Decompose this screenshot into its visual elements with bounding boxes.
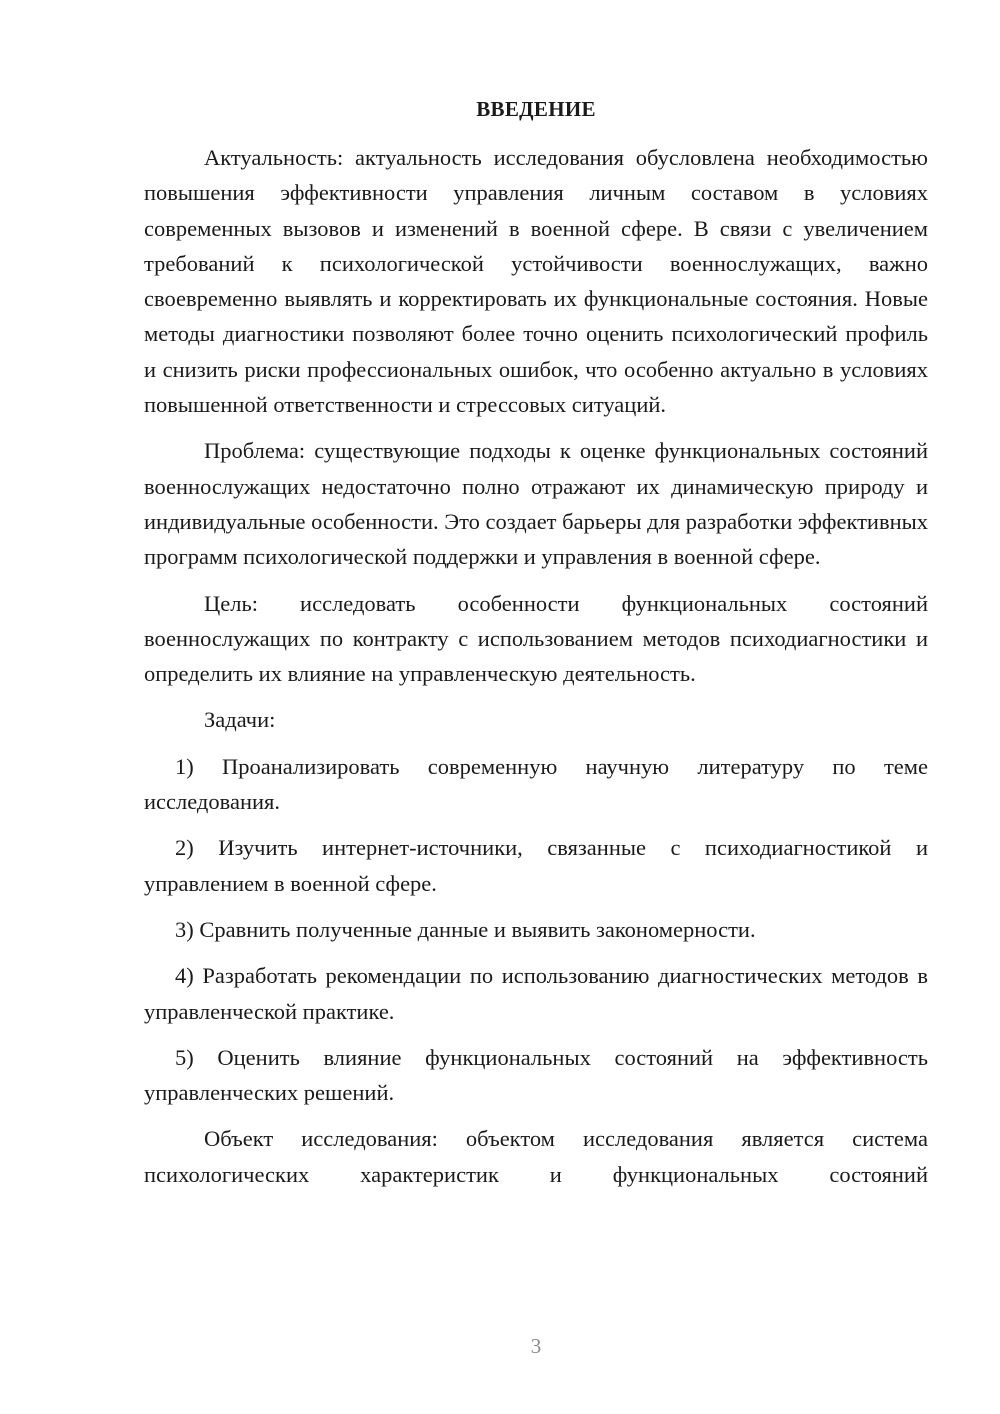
tasks-heading: Задачи: [204,707,276,733]
list-item: 3) Сравнить полученные данные и выявить закономерности. [175,916,756,942]
body-text [144,140,928,1192]
page-number: 3 [530,1334,542,1358]
paragraph-goal: Цель: исследовать особенности функциональных состояний военнослужащих по контракту с использованием методов психодиагностики и определить их влияние на управленческую деятельность. [144,590,928,687]
list-item: 4) Разработать рекомендации по использованию диагностических методов в управленческой практике. [144,963,928,1024]
page-title: ВВЕДЕНИЕ [476,97,596,121]
paragraph-relevance: Актуальность: актуальность исследования обусловлена необходимостью повышения эффективности управления личным составом в условиях современных вызовов и изменений в военной сфере. В связи с увеличением требований к психологической устойчивости военнослужащих, важно своевременно выявлять и корректировать их функциональные состояния. Новые методы диагностики позволяют более точно оценить психологический профиль и снизить риски профессиональных ошибок, что особенно актуально в условиях повышенной ответственности и стрессовых ситуаций. [144,145,928,418]
paragraph-problem: Проблема: существующие подходы к оценке функциональных состояний военнослужащих недостаточно полно отражают их динамическую природу и индивидуальные особенности. Это создает барьеры для разработки эффективных программ психологической поддержки и управления в военной сфере. [144,438,928,570]
list-item: 2) Изучить интернет-источники, связанные с психодиагностикой и управлением в военной сфере. [144,835,928,896]
list-item: 1) Проанализировать современную научную литературу по теме исследования. [144,753,928,815]
paragraph-object: Объект исследования: объектом исследования является система психологических характеристик и функциональных состояний [144,1126,928,1187]
list-item: 5) Оценить влияние функциональных состояний на эффективность управленческих решений. [144,1044,928,1106]
